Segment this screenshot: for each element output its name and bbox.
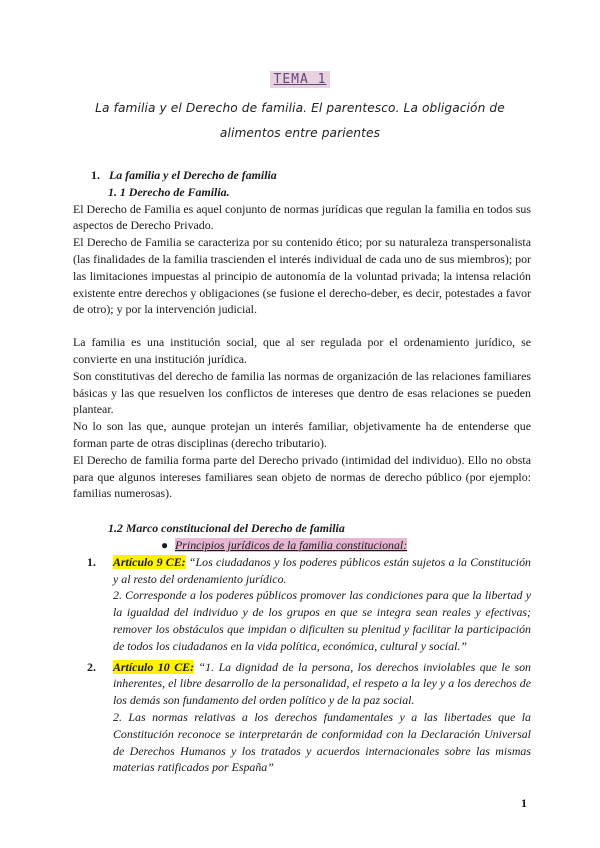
section-number: 1.	[91, 168, 100, 182]
paragraph: El Derecho de familia forma parte del Derecho privado (intimidad del individuo). Ello no obsta para que algunos intereses familiares sean objeto de normas de derecho público (por ejemplo: familias numerosas).	[73, 452, 531, 501]
paragraph: No lo son las que, aunque protejan un interés familiar, objetivamente ha de entenderse que forman parte de otras disciplinas (derecho tributario).	[73, 419, 531, 450]
paragraph: El Derecho de Familia es aquel conjunto de normas jurídicas que regulan la familia en todos sus aspectos de Derecho Privado.	[73, 201, 531, 233]
subsection-heading: 1.2 Marco constitucional del Derecho de familia	[108, 521, 345, 536]
paragraph: El Derecho de Familia se caracteriza por su contenido ético; por su naturaleza transpersonalista (las finalidades de la familia trascienden el interés individual de cada uno de sus miembros); por las limitaciones impuestas al principio de autonomía de la voluntad privada; la intensa relación existente entre derechos y obligaciones (se fusione el derecho-deber, es decir, potestades a favor de otro); y por la intervención judicial.	[73, 235, 531, 317]
article-number: 1.	[87, 554, 96, 569]
paragraph: Son constitutivas del derecho de familia las normas de organización de las relaciones familiares básicas y las que resuelven los conflictos de intereses que dentro de esas relaciones se pueden plantear.	[73, 368, 531, 417]
bullet-icon: ●	[161, 537, 169, 552]
article-text: 2. Corresponde a los poderes públicos promover las condiciones para que la libertad y la igualdad del individuo y de los grupos en que se integra sean reales y efectivas; remover los obstáculos que impidan o dificulten su plenitud y facilitar la participación de todos los ciudadanos en la vida política, económica, cultural y social.”	[113, 588, 531, 653]
page-number: 1	[521, 796, 527, 810]
article-text: “1. La dignidad de la persona, los derechos inviolables que le son inherentes, el libre desarrollo de la personalidad, el respeto a la ley y a los derechos de los demás son fundamento del orden político y de la paz social.	[113, 659, 531, 708]
document-subtitle: La familia y el Derecho de familia. El parentesco. La obligación de alimentos entre parientes	[95, 101, 505, 140]
document-body	[73, 167, 531, 776]
paragraph: La familia es una institución social, que al ser regulada por el ordenamiento jurídico, se convierte en una institución jurídica.	[73, 335, 531, 366]
article-number: 2.	[87, 659, 96, 674]
article-label: Artículo 9 CE:	[113, 554, 186, 569]
section-title: La familia y el Derecho de familia	[109, 168, 277, 182]
bullet-text: Principios jurídicos de la familia constitucional:	[175, 537, 408, 552]
bullet-item	[161, 537, 531, 554]
subsection-heading: 1. 1 Derecho de Familia.	[108, 184, 230, 199]
article-item	[73, 659, 531, 777]
title-container	[0, 70, 600, 88]
section-heading	[91, 167, 531, 184]
article-text: 2. Las normas relativas a los derechos fundamentales y a las libertades que la Constitución reconoce se interpretarán de conformidad con la Declaración Universal de Derechos Humanos y los tratados y acuerdos internacionales sobre las mismas materias ratificados por España”	[113, 709, 531, 775]
tema-title: TEMA 1	[270, 71, 331, 88]
article-text: “Los ciudadanos y los poderes públicos están sujetos a la Constitución y al resto del ordenamiento jurídico.	[113, 554, 531, 586]
article-label: Artículo 10 CE:	[113, 659, 195, 674]
article-item	[73, 554, 531, 655]
